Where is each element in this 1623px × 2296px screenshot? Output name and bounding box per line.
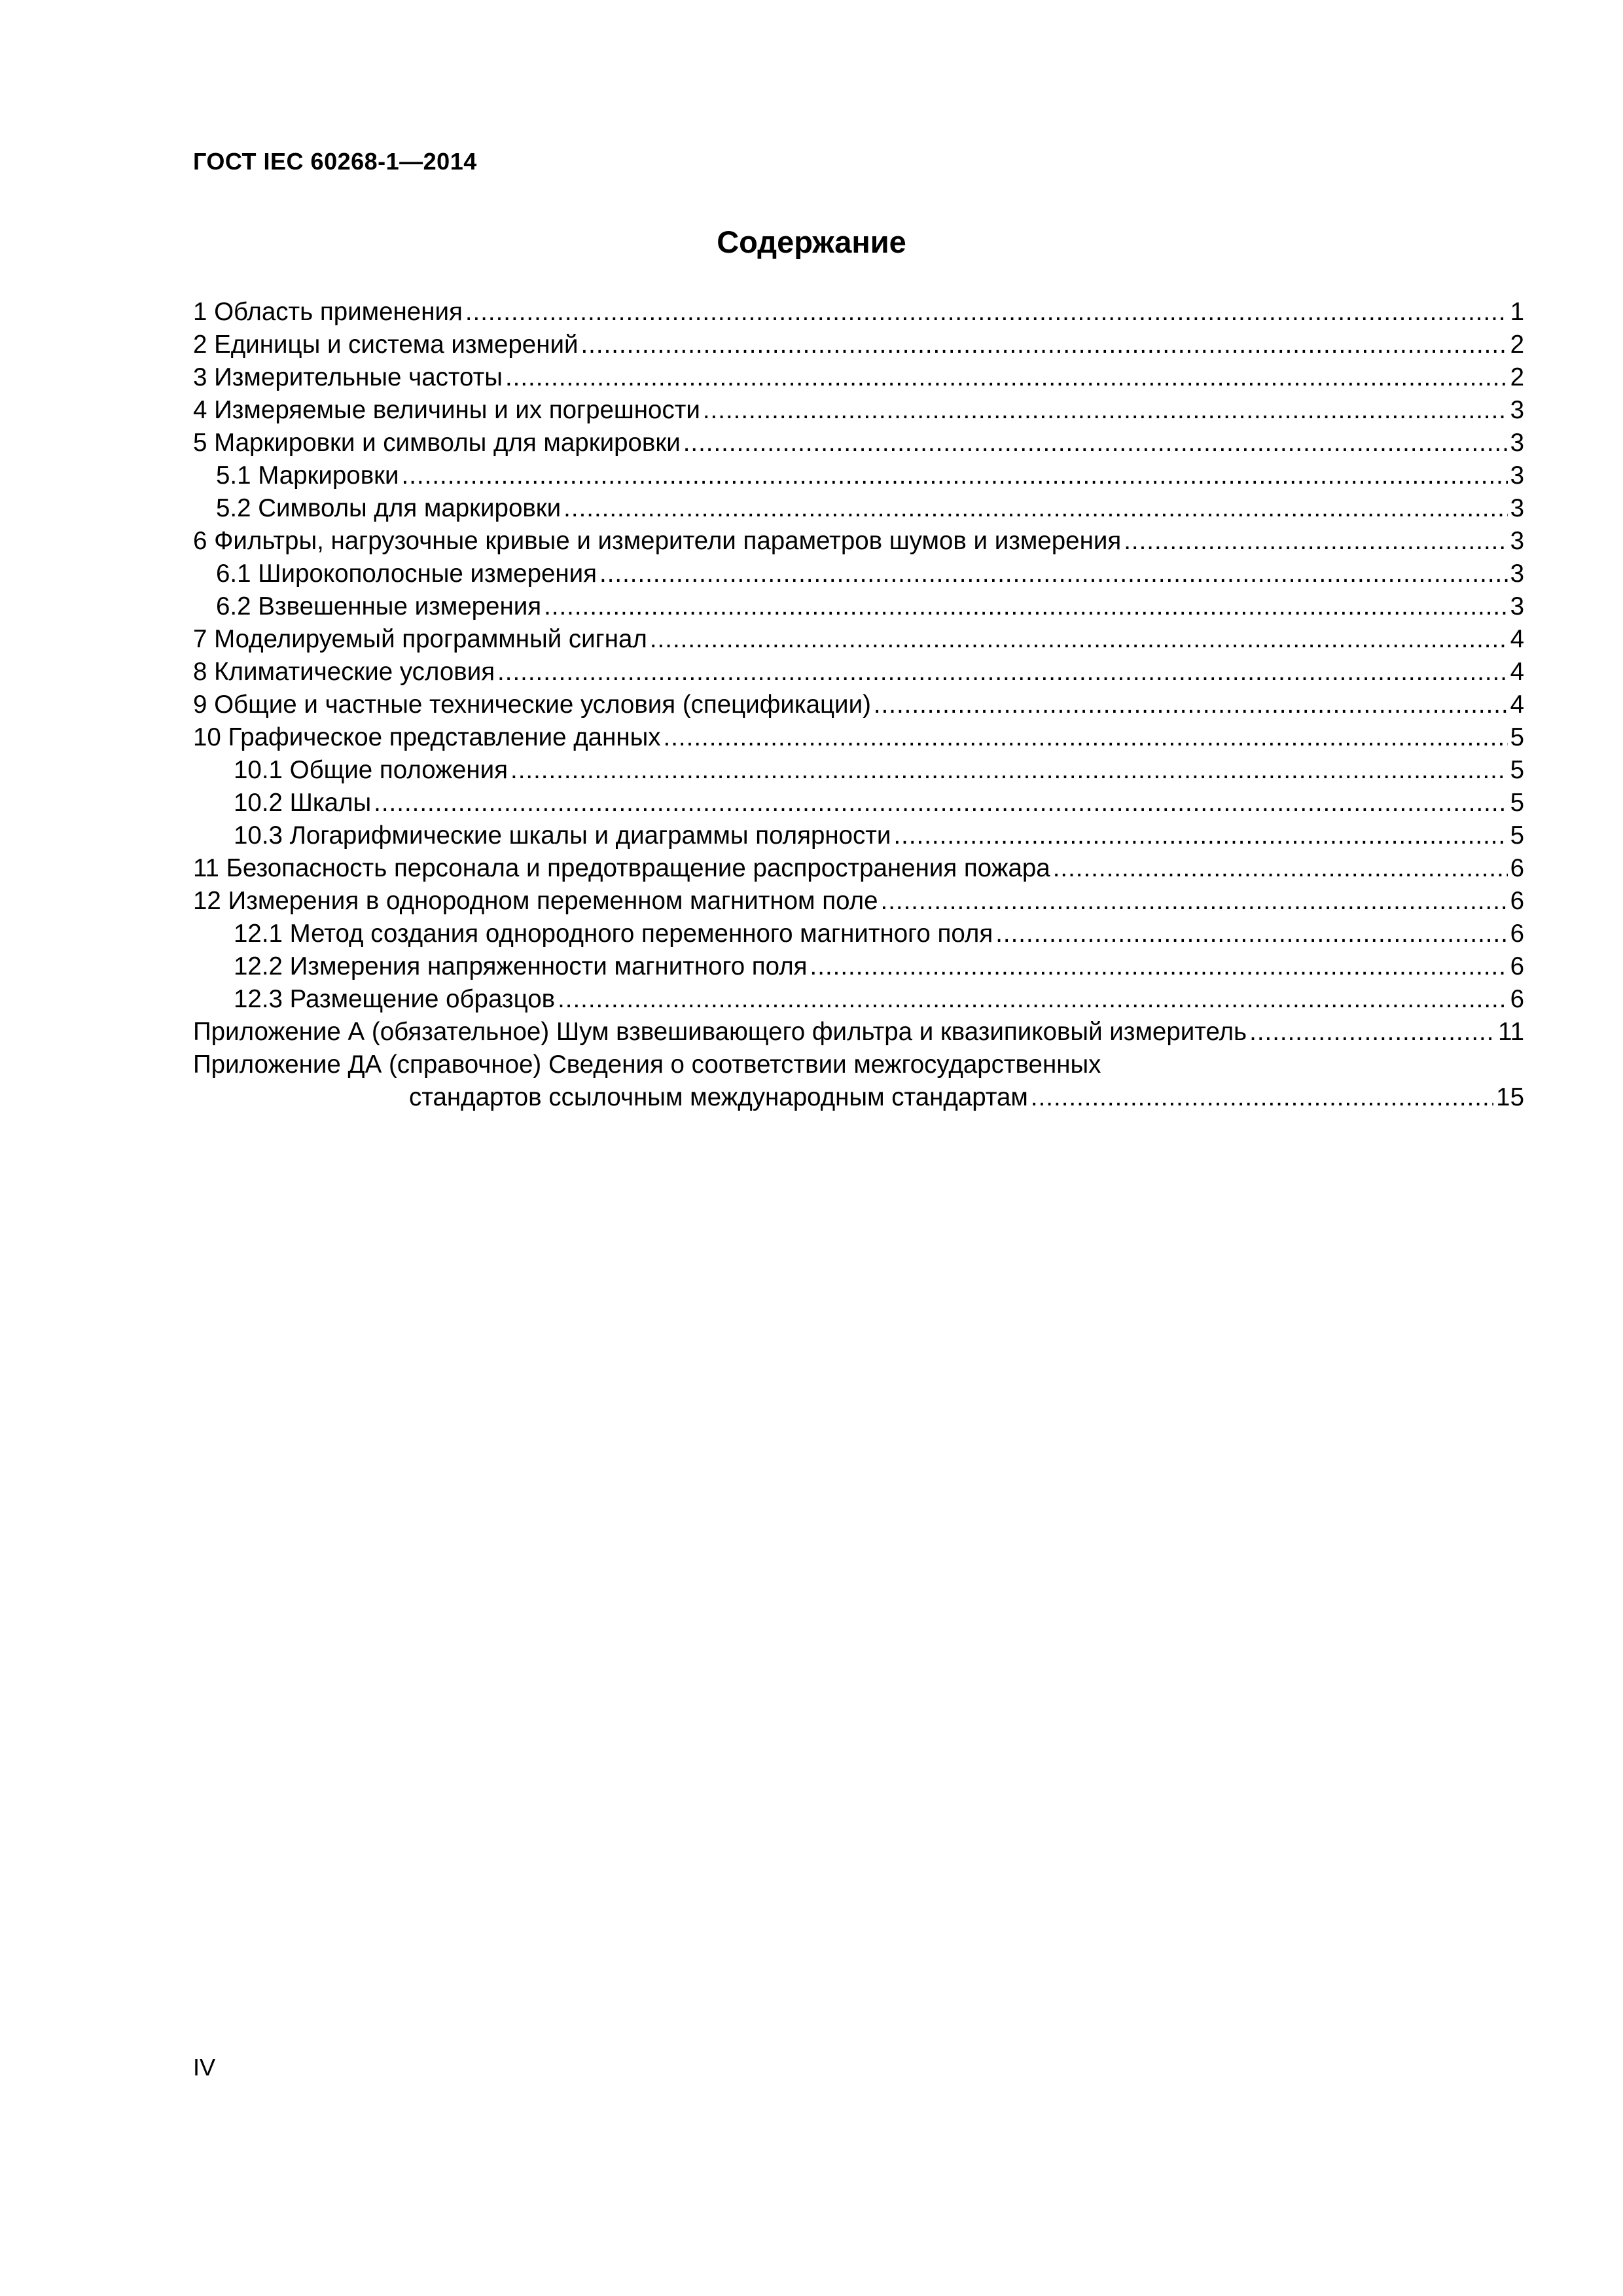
document-header: ГОСТ IEC 60268-1—2014 bbox=[193, 148, 477, 175]
toc-entry[interactable] bbox=[193, 1016, 1524, 1049]
toc-entry-label: 12.3 Размещение образцов bbox=[234, 985, 556, 1013]
toc-entry-label: 9 Общие и частные технические условия (спецификации) bbox=[193, 691, 871, 719]
toc-entry-label: 7 Моделируемый программный сигнал bbox=[193, 625, 647, 653]
toc-entry[interactable] bbox=[193, 656, 1524, 689]
toc-entry-label: 10.1 Общие положения bbox=[234, 756, 508, 784]
toc-leader-dots bbox=[563, 492, 1507, 525]
toc-entry-label: стандартов ссылочным международным стандартам bbox=[409, 1083, 1028, 1111]
toc-leader-dots bbox=[1031, 1081, 1493, 1114]
toc-entry-label: 2 Единицы и система измерений bbox=[193, 331, 579, 359]
toc-leader-dots bbox=[402, 459, 1508, 492]
toc-page-number: 4 bbox=[1510, 691, 1524, 719]
toc-leader-dots bbox=[544, 590, 1508, 623]
toc-page-number: 5 bbox=[1510, 723, 1524, 751]
toc-entry-label: 3 Измерительные частоты bbox=[193, 363, 503, 391]
toc-entry-label: 5.1 Маркировки bbox=[216, 461, 399, 490]
toc-entry[interactable] bbox=[193, 1081, 1524, 1114]
toc-entry[interactable] bbox=[193, 918, 1524, 950]
toc-entry[interactable] bbox=[193, 819, 1524, 852]
toc-entry[interactable] bbox=[193, 296, 1524, 329]
toc-entry[interactable] bbox=[193, 950, 1524, 983]
toc-page-number: 6 bbox=[1510, 854, 1524, 882]
toc-entry-label: 12.2 Измерения напряженности магнитного поля bbox=[234, 952, 808, 980]
toc-leader-dots bbox=[1053, 852, 1508, 885]
toc-entry[interactable] bbox=[193, 492, 1524, 525]
toc-leader-dots bbox=[505, 361, 1508, 394]
toc-page-number: 6 bbox=[1510, 985, 1524, 1013]
toc-page-number: 6 bbox=[1510, 920, 1524, 948]
toc-page-number: 3 bbox=[1510, 592, 1524, 620]
toc-entry[interactable] bbox=[193, 427, 1524, 459]
toc-page-number: 4 bbox=[1510, 658, 1524, 686]
toc-entry-label: 11 Безопасность персонала и предотвращение распространения пожара bbox=[193, 854, 1050, 882]
toc-leader-dots bbox=[1124, 525, 1507, 558]
toc-leader-dots bbox=[874, 689, 1508, 721]
toc-page-number: 5 bbox=[1510, 789, 1524, 817]
toc-entry[interactable] bbox=[193, 852, 1524, 885]
toc-entry-label: Приложение А (обязательное) Шум взвешивающего фильтра и квазипиковый измеритель bbox=[193, 1018, 1247, 1046]
toc-entry-line: Приложение ДА (справочное) Сведения о соответствии межгосударственных bbox=[193, 1050, 1101, 1079]
toc-page-number: 2 bbox=[1510, 363, 1524, 391]
toc-leader-dots bbox=[599, 558, 1508, 590]
toc-entry-label: 6 Фильтры, нагрузочные кривые и измерители параметров шумов и измерения bbox=[193, 527, 1122, 555]
toc-entry[interactable] bbox=[193, 983, 1524, 1016]
toc-page-number: 11 bbox=[1498, 1018, 1524, 1046]
toc-leader-dots bbox=[580, 329, 1507, 361]
toc-leader-dots bbox=[810, 950, 1508, 983]
toc-entry[interactable] bbox=[193, 329, 1524, 361]
toc-page-number: 3 bbox=[1510, 396, 1524, 424]
toc-page-number: 1 bbox=[1510, 298, 1524, 326]
toc-entry-label: 12.1 Метод создания однородного переменного магнитного поля bbox=[234, 920, 993, 948]
toc-leader-dots bbox=[683, 427, 1508, 459]
page-number: IV bbox=[193, 2054, 216, 2081]
toc-entry-label: 12 Измерения в однородном переменном магнитном поле bbox=[193, 887, 878, 915]
toc-page-number: 15 bbox=[1496, 1083, 1524, 1111]
toc-entry-label: 4 Измеряемые величины и их погрешности bbox=[193, 396, 700, 424]
toc-entry[interactable] bbox=[193, 361, 1524, 394]
toc-entry[interactable] bbox=[193, 623, 1524, 656]
toc-leader-dots bbox=[881, 885, 1508, 918]
toc-page-number: 5 bbox=[1510, 821, 1524, 850]
toc-page-number: 3 bbox=[1510, 560, 1524, 588]
toc-entry[interactable] bbox=[193, 885, 1524, 918]
toc-entry[interactable] bbox=[193, 459, 1524, 492]
toc-page-number: 2 bbox=[1510, 331, 1524, 359]
toc-entry[interactable] bbox=[193, 525, 1524, 558]
toc-entry-label: 10.3 Логарифмические шкалы и диаграммы полярности bbox=[234, 821, 891, 850]
toc-leader-dots bbox=[650, 623, 1508, 656]
table-of-contents bbox=[193, 296, 1524, 1114]
toc-entry-label: 10.2 Шкалы bbox=[234, 789, 372, 817]
toc-leader-dots bbox=[465, 296, 1508, 329]
toc-entry-label: 1 Область применения bbox=[193, 298, 463, 326]
toc-entry[interactable] bbox=[193, 590, 1524, 623]
toc-page-number: 6 bbox=[1510, 952, 1524, 980]
toc-entry-label: 6.1 Широкополосные измерения bbox=[216, 560, 597, 588]
toc-leader-dots bbox=[995, 918, 1507, 950]
toc-entry[interactable] bbox=[193, 754, 1524, 787]
toc-entry-label: 10 Графическое представление данных bbox=[193, 723, 661, 751]
toc-entry[interactable] bbox=[193, 394, 1524, 427]
toc-leader-dots bbox=[510, 754, 1508, 787]
toc-page-number: 4 bbox=[1510, 625, 1524, 653]
toc-page-number: 6 bbox=[1510, 887, 1524, 915]
toc-leader-dots bbox=[497, 656, 1508, 689]
toc-entry-label: 8 Климатические условия bbox=[193, 658, 495, 686]
toc-entry[interactable] bbox=[193, 558, 1524, 590]
toc-leader-dots bbox=[703, 394, 1508, 427]
toc-title: Содержание bbox=[717, 224, 906, 259]
toc-page-number: 3 bbox=[1510, 494, 1524, 522]
toc-entry[interactable] bbox=[193, 689, 1524, 721]
toc-entry-label: 6.2 Взвешенные измерения bbox=[216, 592, 542, 620]
toc-entry[interactable] bbox=[193, 721, 1524, 754]
toc-page-number: 3 bbox=[1510, 429, 1524, 457]
toc-entry-label: 5.2 Символы для маркировки bbox=[216, 494, 562, 522]
toc-page-number: 3 bbox=[1510, 527, 1524, 555]
toc-leader-dots bbox=[664, 721, 1508, 754]
toc-leader-dots bbox=[558, 983, 1508, 1016]
toc-leader-dots bbox=[893, 819, 1507, 852]
toc-leader-dots bbox=[1249, 1016, 1495, 1049]
toc-entry-label: 5 Маркировки и символы для маркировки bbox=[193, 429, 681, 457]
toc-entry[interactable] bbox=[193, 787, 1524, 819]
toc-page-number: 5 bbox=[1510, 756, 1524, 784]
toc-page-number: 3 bbox=[1510, 461, 1524, 490]
toc-leader-dots bbox=[374, 787, 1507, 819]
